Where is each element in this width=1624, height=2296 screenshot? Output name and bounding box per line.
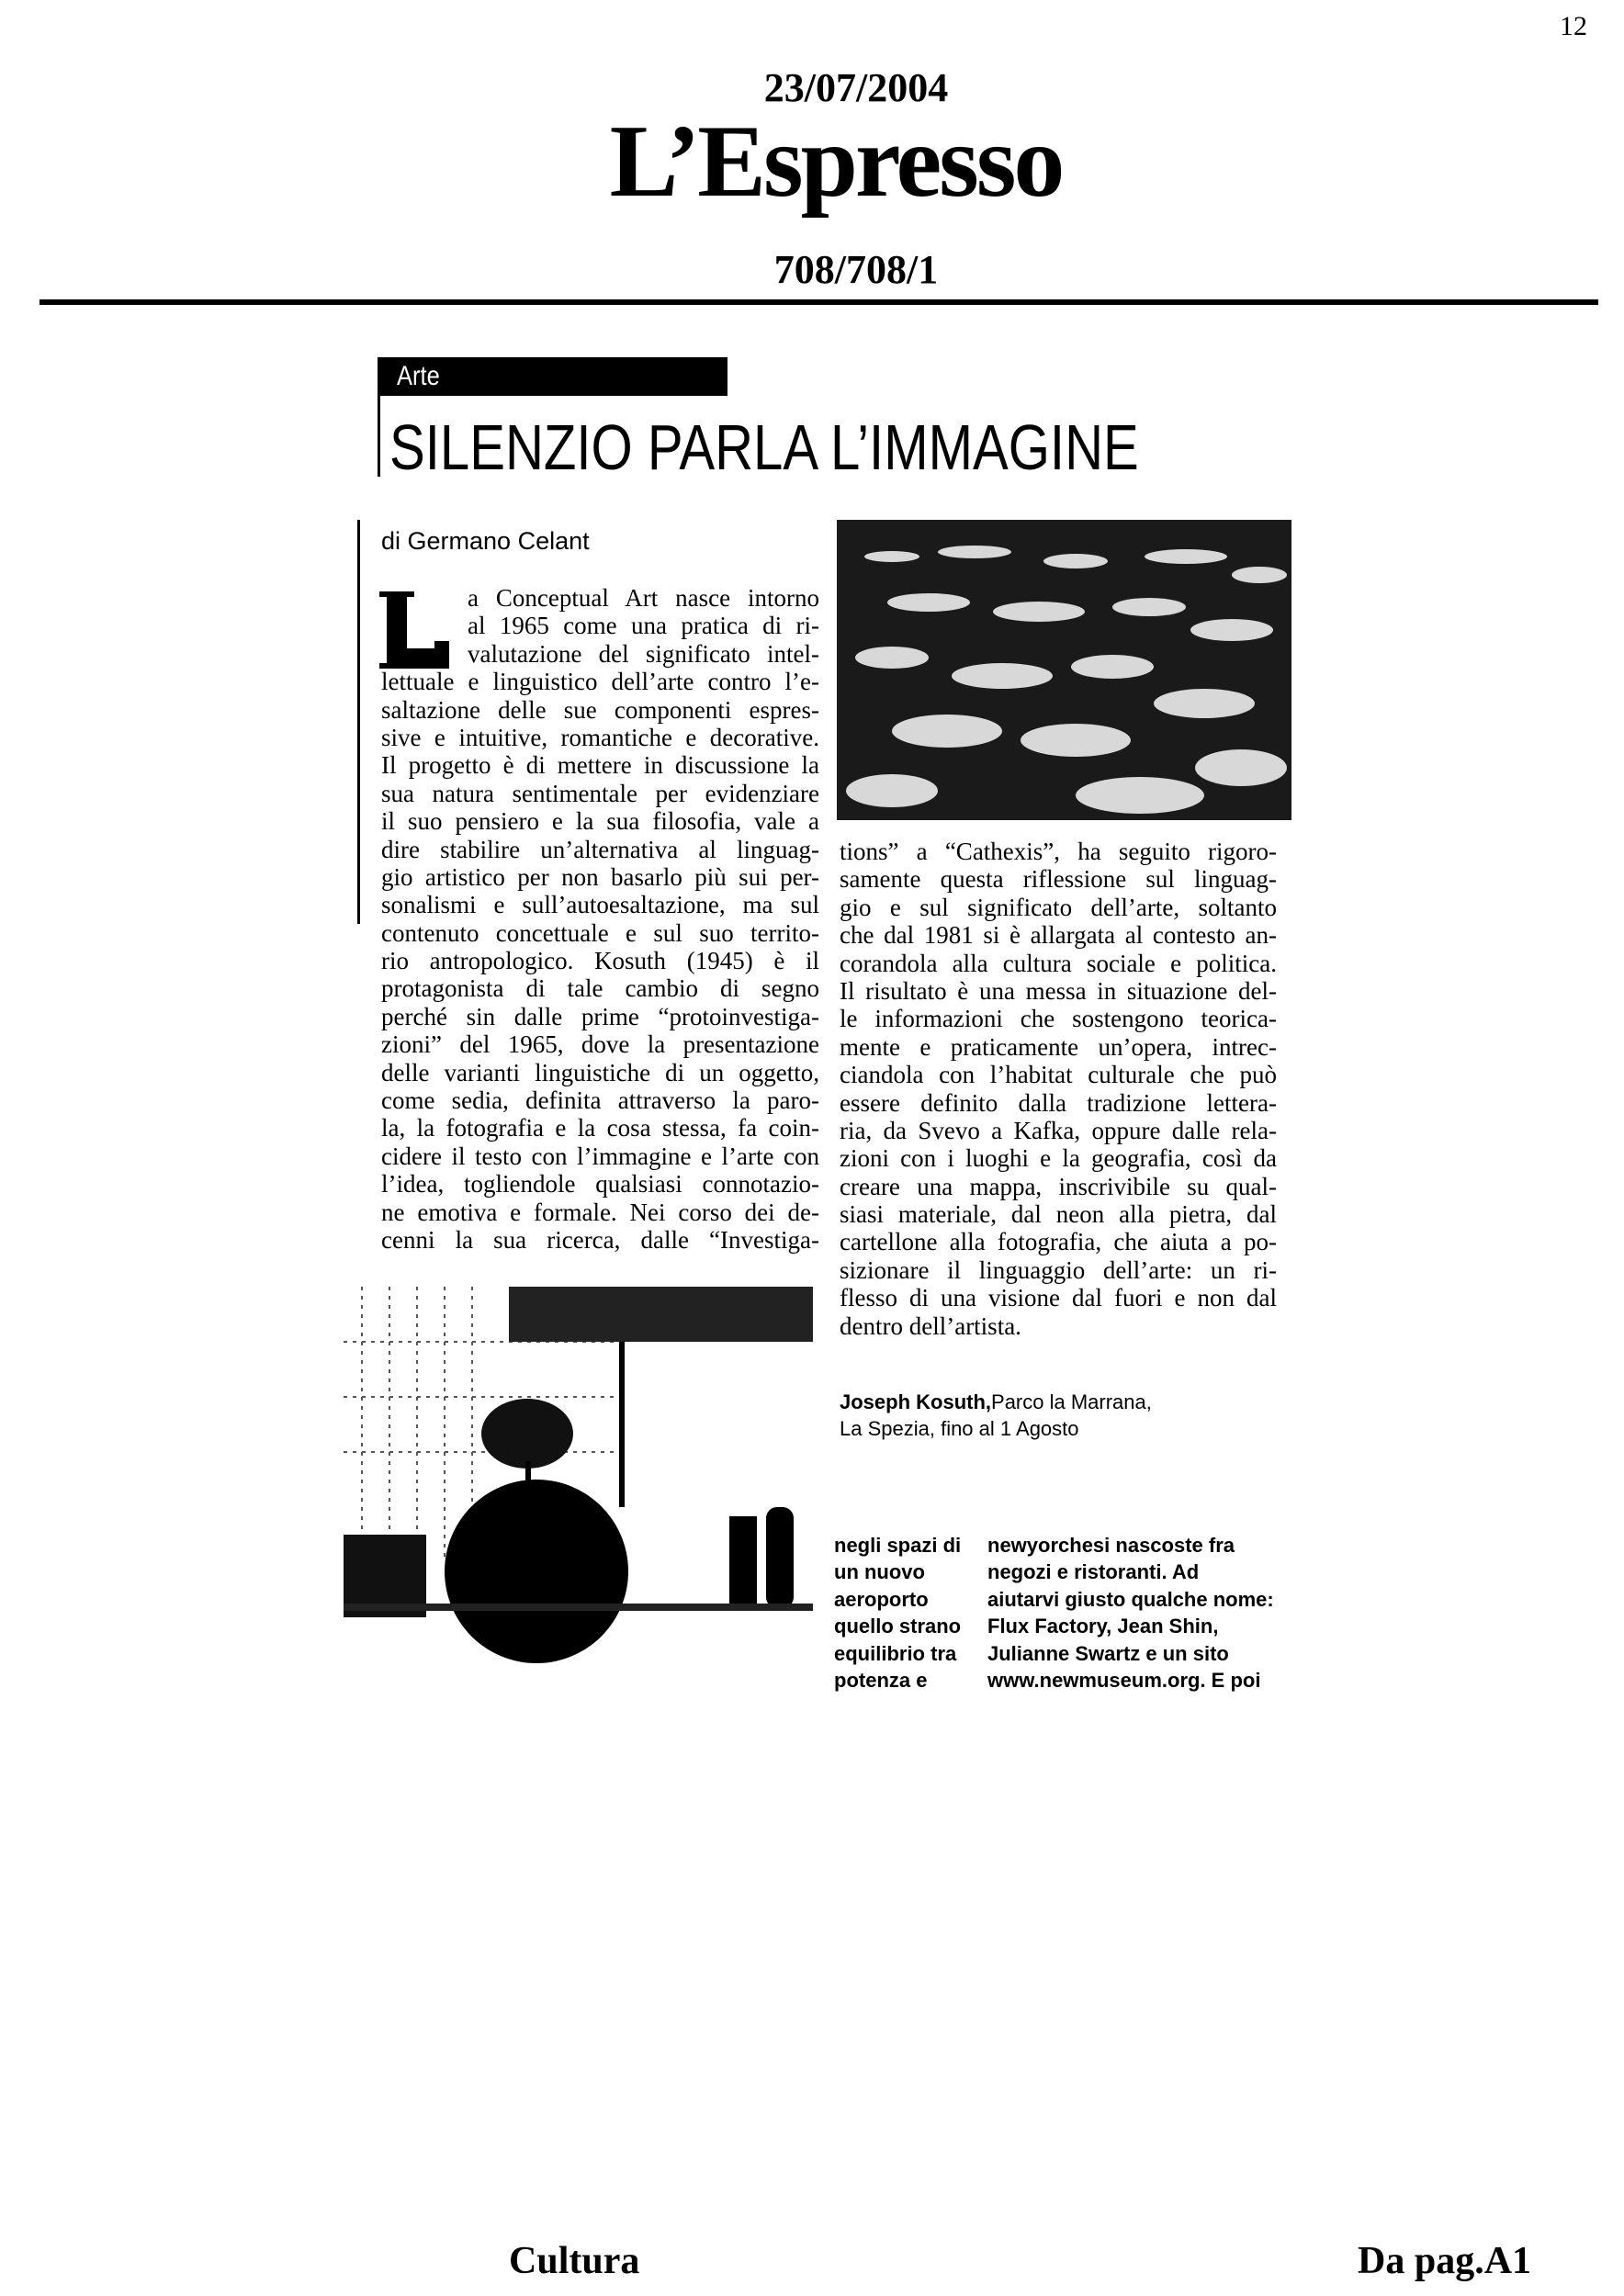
text-line: zioni con i luoghi e la geografia, così da (840, 1144, 1277, 1173)
text-line: ria, da Svevo a Kafka, oppure dalle rela- (840, 1116, 1277, 1144)
text-line: essere definito dalla tradizione lettera- (840, 1088, 1277, 1117)
text-line: aiutarvi giusto qualche nome: (987, 1587, 1274, 1611)
text-line: sizionare il linguaggio dell’arte: un ri- (840, 1255, 1277, 1284)
text-line: quello strano (834, 1615, 962, 1638)
text-line: saltazione delle sue componenti espres- (381, 695, 819, 724)
text-line: tions” a “Cathexis”, ha seguito rigoro- (840, 838, 1277, 865)
text-line: mente e praticamente un’opera, intrec- (840, 1032, 1277, 1061)
text-line: il suo pensiero e la sua filosofia, vale a (381, 807, 819, 836)
text-line: negozi e ristoranti. Ad (987, 1560, 1200, 1584)
text-line: zioni” del 1965, dove la presentazione (381, 1030, 819, 1059)
caption-location-dates: La Spezia, fino al 1 Agosto (840, 1417, 1079, 1440)
text-line: Il risultato è una messa in situazione del- (840, 976, 1277, 1005)
text-line: sive e intuitive, romantiche e decorative. (381, 723, 819, 751)
text-line: potenza e (834, 1669, 928, 1693)
publication-date: 23/07/2004 (763, 65, 949, 110)
text-line: rio antropologico. Kosuth (1945) è il (381, 947, 819, 975)
article-column-1 (381, 584, 819, 1254)
footer-source: Da pag.A1 (1358, 2240, 1532, 2282)
text-line: protagonista di tale cambio di segno (381, 974, 819, 1003)
page-number: 12 (1560, 11, 1587, 41)
section-label: Arte (397, 361, 440, 391)
column-rule (357, 520, 360, 924)
text-line: come sedia, definita attraverso la paro- (381, 1086, 819, 1115)
text-line: ne emotiva e formale. Nei corso dei de- (381, 1198, 819, 1226)
text-line: un nuovo (834, 1560, 925, 1584)
text-line: delle varianti linguistiche di un oggetto, (381, 1058, 819, 1086)
text-line: a Conceptual Art nasce intorno (468, 584, 819, 612)
text-line: dentro dell’artista. (840, 1311, 1021, 1340)
text-line: newyorchesi nascoste fra (987, 1534, 1235, 1557)
header-divider (39, 299, 1598, 305)
text-line: contenuto concettuale e sul suo territo- (381, 918, 819, 947)
text-line: la, la fotografia e la cosa stessa, fa coin- (381, 1114, 819, 1142)
text-line: perché sin dalle prime “protoinvestiga- (381, 1002, 819, 1030)
text-line: Flux Factory, Jean Shin, (987, 1615, 1219, 1638)
exhibition-caption (840, 1389, 1152, 1442)
text-line: Il progetto è di mettere in discussione la (381, 751, 819, 780)
text-line: samente questa riflessione sul linguag- (840, 865, 1277, 894)
text-line: negli spazi di (834, 1534, 962, 1557)
publication-logo: L’Espresso (609, 105, 1063, 219)
text-line: Julianne Swartz e un sito (987, 1641, 1229, 1665)
sculpture-installation-photo (344, 1287, 813, 1675)
text-line: cartellone alla fotografia, che aiuta a po- (840, 1228, 1277, 1256)
text-line: www.newmuseum.org. E poi (987, 1669, 1261, 1693)
caption-venue: Parco la Marrana, (991, 1390, 1152, 1413)
text-line: siasi materiale, dal neon alla pietra, dal (840, 1200, 1277, 1229)
text-line: equilibrio tra (834, 1641, 957, 1665)
text-line: al 1965 come una pratica di ri- (468, 612, 819, 640)
title-rule (378, 357, 380, 477)
text-line: le informazioni che sostengono teorica- (840, 1005, 1277, 1033)
text-line: lettuale e linguistico dell’arte contro l’e- (381, 668, 819, 696)
text-line: sua natura sentimentale per evidenziare (381, 779, 819, 807)
text-line: creare una mappa, inscrivibile su qual- (840, 1172, 1277, 1200)
text-line: cidere il testo con l’immagine e l’arte con (381, 1142, 819, 1170)
text-line: flesso di una visione dal fuori e non dal (840, 1284, 1277, 1312)
caption-artist: Joseph Kosuth, (840, 1390, 992, 1413)
byline: di Germano Celant (381, 527, 590, 555)
footer-section: Cultura (509, 2240, 640, 2282)
rocks-in-water-photo (837, 520, 1291, 820)
text-line: gio e sul significato dell’arte, soltanto (840, 893, 1277, 921)
sidebar-column-b (987, 1532, 1274, 1694)
page-code: 708/708/1 (773, 247, 939, 292)
text-line: aeroporto (834, 1587, 929, 1611)
text-line: valutazione del significato intel- (468, 639, 819, 668)
article-column-2 (840, 838, 1277, 1340)
sidebar-column-a (834, 1532, 961, 1694)
text-line: sonalismi e sull’autoesaltazione, ma sul (381, 891, 819, 919)
text-line: corandola alla cultura sociale e politica. (840, 949, 1277, 977)
text-line: gio artistico per non basarlo più sui per- (381, 862, 819, 891)
text-line: cenni la sua ricerca, dalle “Investiga- (381, 1225, 819, 1254)
text-line: ciandola con l’habitat culturale che può (840, 1061, 1277, 1089)
article-title: SILENZIO PARLA L’IMMAGINE (389, 411, 1139, 483)
text-line: dire stabilire un’alternativa al linguag- (381, 835, 819, 863)
text-line: che dal 1981 si è allargata al contesto an- (840, 921, 1277, 950)
text-line: l’idea, togliendole qualsiasi connotazio- (381, 1170, 819, 1199)
